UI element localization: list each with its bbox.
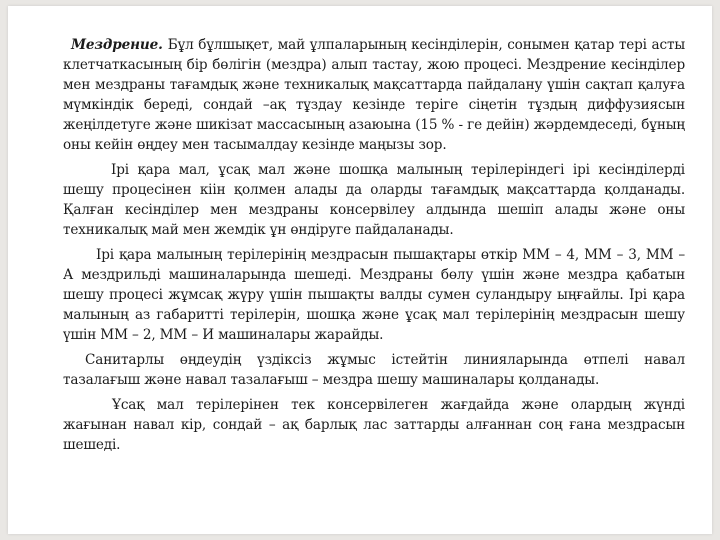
- paragraph-small-animal-skins: [63, 395, 685, 455]
- paragraph-text: Санитарлы өңдеудің үздіксіз жұмыс істейтін линияларында өтпелі навал тазалағыш және навал тазалағыш – мездра шешу машиналары қолданады.: [63, 352, 685, 388]
- paragraph-fleshing-machines: [63, 245, 685, 345]
- paragraph-text: Ұсақ мал терілерінен тек консервілеген жағдайда және олардың жүнді жағынан навал кір, сондай – ақ барлық лас заттарды алғаннан соң ғана мездрасын шешеді.: [63, 397, 685, 453]
- paragraph-large-cattle-trimming: [63, 160, 685, 240]
- paragraph-mezdrenie-definition: [63, 35, 685, 155]
- document-body: [63, 35, 685, 460]
- paragraph-sanitary-lines: [63, 350, 685, 390]
- term-mezdrenie: Мездрение: [71, 37, 159, 53]
- document-page: [8, 6, 712, 534]
- term-punctuation: .: [158, 37, 168, 53]
- paragraph-text: Бұл бұлшықет, май ұлпаларының кесінділерін, сонымен қатар тері асты клетчаткасының бір бөлігін (мездра) алып тастау, жою процесі. Мездрение кесінділер мен мездраны тағамдық және техникалық мақсаттарда пайдалану үшін сақтап қалуға мүмкіндік береді, сондай –ақ тұздау кезінде теріге сіңетін тұздың диффузиясын жеңілдетуге және шикізат массасының азаюына (15 % - ге дейін) жәрдемдеседі, бұның оны кейін өңдеу мен тасымалдау кезінде маңызы зор.: [63, 37, 685, 153]
- paragraph-text: Ірі қара малының терілерінің мездрасын пышақтары өткір ММ – 4, ММ – 3, ММ – А мездрильді машиналарында шешеді. Мездраны бөлу үшін және мездра қабатын шешу процесі жұмсақ жүру үшін пышақты валды сумен суландыру ыңғайлы. Ірі қара малының аз габаритті терілерін, шошқа және ұсақ мал терілерінің мездрасын шешу үшін ММ – 2, ММ – И машиналары жарайды.: [63, 247, 685, 343]
- paragraph-text: Ірі қара мал, ұсақ мал және шошқа малының терілеріндегі ірі кесінділерді шешу процесінен кіін қолмен алады да оларды тағамдық мақсаттарда қолданады. Қалған кесінділер мен мездраны консервілеу алдында шешіп алады және оны техникалық май мен жемдік ұн өндіруге пайдаланады.: [63, 162, 685, 238]
